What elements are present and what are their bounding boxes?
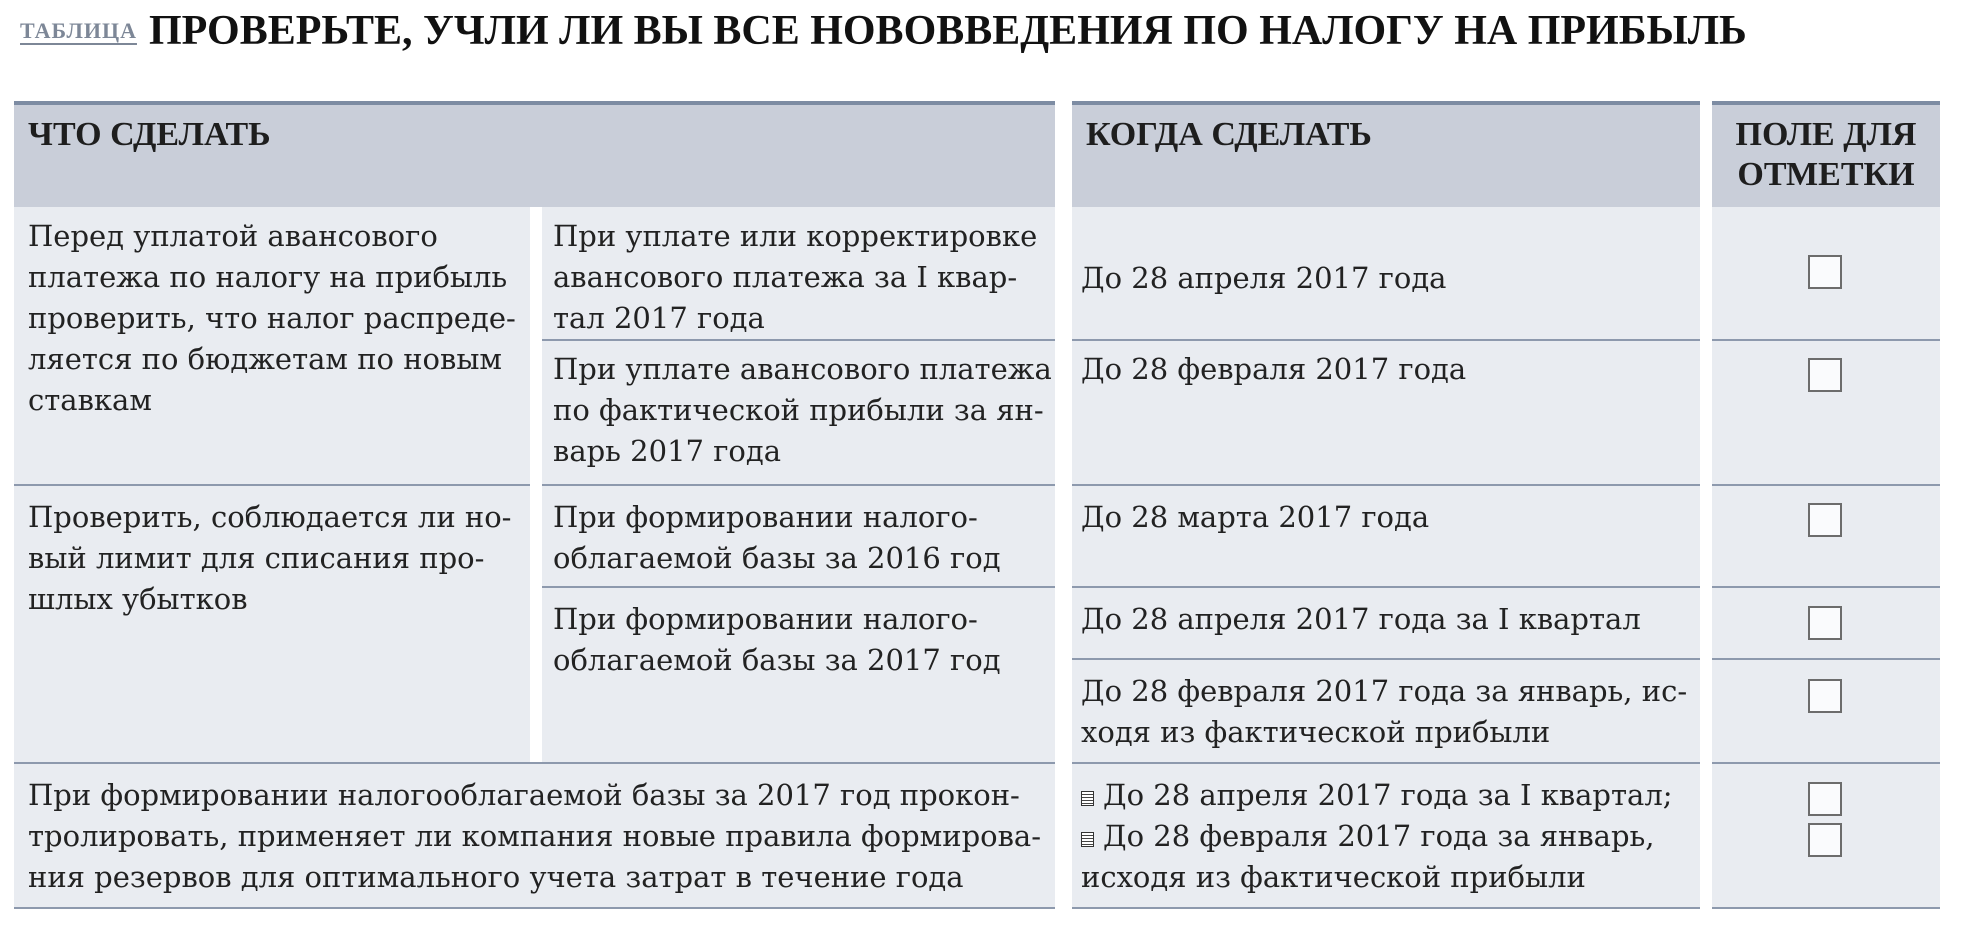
page-title: ПРОВЕРЬТЕ, УЧЛИ ЛИ ВЫ ВСЕ НОВОВВЕДЕНИЯ ПО НАЛОГУ НА ПРИБЫЛЬ — [148, 8, 1747, 54]
sub-line: по фактической прибыли за ян- — [553, 393, 1044, 427]
when-line: исходя из фактической прибыли — [1081, 860, 1586, 894]
when-line: ходя из фактической прибыли — [1081, 715, 1551, 749]
header-when-label: КОГДА СДЕЛАТЬ — [1086, 116, 1372, 153]
document-bullet-icon — [1081, 832, 1094, 847]
rule — [1712, 484, 1940, 486]
row2-sub2 — [553, 599, 1053, 681]
header-when — [1072, 101, 1700, 207]
row3-checkbox-1[interactable] — [1808, 782, 1842, 816]
task-line: Перед уплатой авансового — [28, 219, 438, 253]
rule — [1072, 484, 1700, 486]
sub-line: авансового платежа за I квар- — [553, 260, 1018, 294]
row2-checkbox-2[interactable] — [1808, 606, 1842, 640]
rule — [1712, 339, 1940, 341]
task-line: ляется по бюджетам по новым — [28, 342, 502, 376]
task-line: При формировании налогооблагаемой базы за 2017 год прокон- — [28, 778, 1020, 812]
rule — [542, 484, 1055, 486]
rule — [1072, 658, 1700, 660]
header-what-label: ЧТО СДЕЛАТЬ — [28, 116, 271, 153]
rule — [14, 484, 530, 486]
rule — [14, 762, 1055, 764]
when-text: До 28 февраля 2017 года за январь, — [1103, 819, 1655, 853]
task-line: шлых убытков — [28, 582, 248, 616]
row1-sub1 — [553, 216, 1053, 339]
header-mark-label-2: ОТМЕТКИ — [1737, 156, 1915, 193]
row1-task — [28, 216, 528, 421]
rule — [542, 586, 1055, 588]
row2-when2: До 28 апреля 2017 года за I квартал — [1081, 602, 1641, 636]
row2-when3 — [1081, 671, 1691, 753]
row1-checkbox-1[interactable] — [1808, 255, 1842, 289]
rule — [1712, 907, 1940, 909]
rule — [1072, 586, 1700, 588]
row3-task — [28, 775, 1053, 898]
sub-line: облагаемой базы за 2016 год — [553, 541, 1001, 575]
rule — [14, 907, 1055, 909]
row2-checkbox-3[interactable] — [1808, 679, 1842, 713]
header-what — [14, 101, 1055, 207]
when-line: До 28 февраля 2017 года за январь, ис- — [1081, 674, 1688, 708]
rule — [1712, 586, 1940, 588]
sub-line: варь 2017 года — [553, 434, 782, 468]
row2-when1: До 28 марта 2017 года — [1081, 500, 1430, 534]
header-mark — [1712, 101, 1940, 207]
task-line: Проверить, соблюдается ли но- — [28, 500, 512, 534]
sub-line: облагаемой базы за 2017 год — [553, 643, 1001, 677]
task-line: ставкам — [28, 383, 152, 417]
task-line: платежа по налогу на прибыль — [28, 260, 508, 294]
title-row — [20, 6, 1747, 56]
header-mark-label-1: ПОЛЕ ДЛЯ — [1735, 116, 1917, 153]
rule — [1712, 658, 1940, 660]
sub-line: При формировании налого- — [553, 500, 978, 534]
task-line: проверить, что налог распреде- — [28, 301, 516, 335]
rule — [1072, 339, 1700, 341]
row2-sub1 — [553, 497, 1053, 579]
rule — [1072, 762, 1700, 764]
row2-checkbox-1[interactable] — [1808, 503, 1842, 537]
when-line — [1081, 816, 1696, 857]
row1-checkbox-2[interactable] — [1808, 358, 1842, 392]
column-gap — [530, 207, 542, 763]
sub-line: При уплате авансового платежа — [553, 352, 1052, 386]
task-line: ния резервов для оптимального учета затрат в течение года — [28, 860, 964, 894]
rule — [542, 339, 1055, 341]
row1-when2: До 28 февраля 2017 года — [1081, 352, 1467, 386]
task-line: вый лимит для списания про- — [28, 541, 485, 575]
sub-line: При уплате или корректировке — [553, 219, 1038, 253]
row3-checkbox-2[interactable] — [1808, 823, 1842, 857]
document-bullet-icon — [1081, 791, 1094, 806]
when-line — [1081, 775, 1696, 816]
rule — [1712, 762, 1940, 764]
rule — [1072, 907, 1700, 909]
row2-task — [28, 497, 528, 620]
row3-when — [1081, 775, 1696, 898]
row1-sub2 — [553, 349, 1053, 472]
row1-when1: До 28 апреля 2017 года — [1081, 261, 1447, 295]
task-line: тролировать, применяет ли компания новые правила формирова- — [28, 819, 1042, 853]
table-tag: ТАБЛИЦА — [20, 18, 137, 43]
sub-line: При формировании налого- — [553, 602, 978, 636]
when-text: До 28 апреля 2017 года за I квартал; — [1103, 778, 1673, 812]
sub-line: тал 2017 года — [553, 301, 765, 335]
